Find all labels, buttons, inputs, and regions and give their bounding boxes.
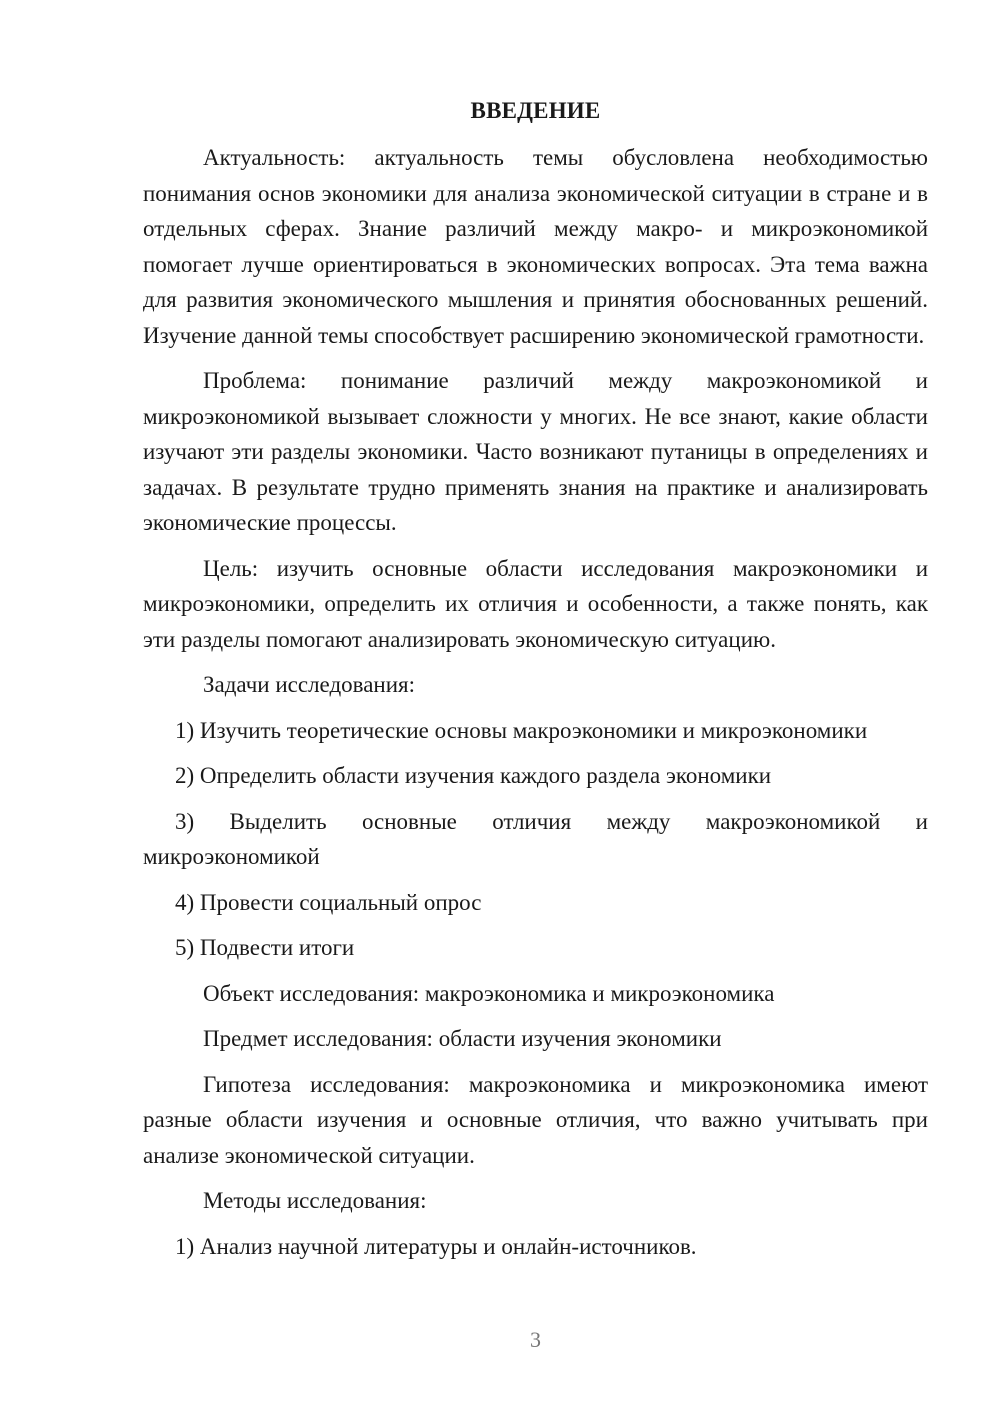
page-number: 3 <box>530 1327 541 1352</box>
problem-paragraph: Проблема: понимание различий между макроэкономикой и микроэкономикой вызывает сложности у многих. Не все знают, какие области изучают эти разделы экономики. Часто возникают путаницы в определениях и задачах. В результате трудно применять знания на практике и анализировать экономические процессы. <box>143 368 928 535</box>
task-item-5: 5) Подвести итоги <box>175 935 355 960</box>
goal-paragraph: Цель: изучить основные области исследования макроэкономики и микроэкономики, определить их отличия и особенности, а также понять, как эти разделы помогают анализировать экономическую ситуацию. <box>143 555 928 652</box>
subject-paragraph: Предмет исследования: области изучения экономики <box>203 1026 722 1051</box>
object-paragraph: Объект исследования: макроэкономика и микроэкономика <box>203 980 775 1006</box>
tasks-heading: Задачи исследования: <box>203 672 416 697</box>
relevance-paragraph: Актуальность: актуальность темы обусловлена необходимостью понимания основ экономики для анализа экономической ситуации в стране и в отдельных сферах. Знание различий между макро- и микроэкономикой помогает лучше ориентироваться в экономических вопросах. Эта тема важна для развития экономического мышления и принятия обоснованных решений. Изучение данной темы способствует расширению экономической грамотности. <box>143 145 928 348</box>
task-item-2: 2) Определить области изучения каждого раздела экономики <box>175 763 772 788</box>
page-body <box>143 140 928 1274</box>
hypothesis-paragraph: Гипотеза исследования: макроэкономика и микроэкономика имеют разные области изучения и основные отличия, что важно учитывать при анализе экономической ситуации. <box>143 1071 928 1168</box>
section-title: ВВЕДЕНИЕ <box>470 98 601 123</box>
document-page <box>143 0 928 1414</box>
task-item-4: 4) Провести социальный опрос <box>175 889 482 915</box>
method-item-1: 1) Анализ научной литературы и онлайн-источников. <box>175 1233 697 1259</box>
task-item-1: 1) Изучить теоретические основы макроэкономики и микроэкономики <box>175 717 868 743</box>
task-item-3: 3) Выделить основные отличия между макроэкономикой и микроэкономикой <box>143 808 928 869</box>
methods-heading: Методы исследования: <box>203 1188 427 1213</box>
